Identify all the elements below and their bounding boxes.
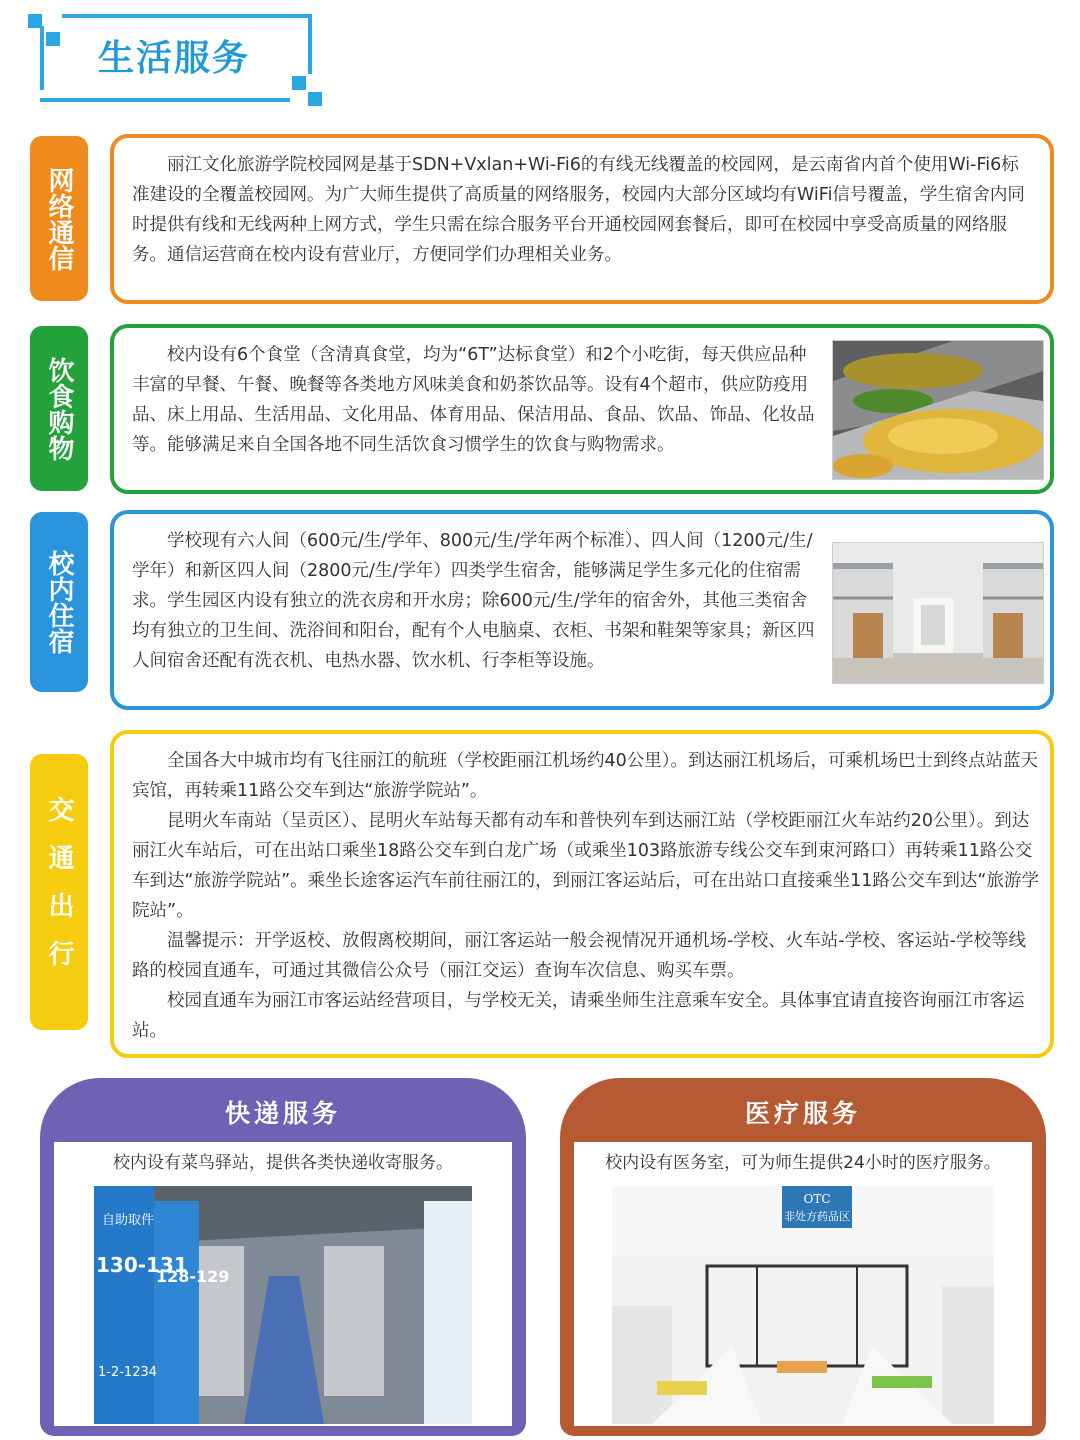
section-box-food xyxy=(110,324,1054,494)
page-title: 生活服务 xyxy=(98,38,251,79)
clinic-pharmacy-photo xyxy=(612,1186,994,1424)
sign-otc: OTC xyxy=(803,1192,831,1206)
express-card xyxy=(40,1078,526,1436)
canteen-food-photo xyxy=(832,340,1044,480)
section-text: 昆明火车南站（呈贡区）、昆明火车站每天都有动车和普快列车到达丽江站（学校距丽江火车站约20公里）。到达丽江火车站后，可在出站口乘坐18路公交车到白龙广场（或乘坐103路旅游专线公交车到束河路口）再转乘11路公交车到达“旅游学院站”。乘坐长途客运汽车前往丽江的，到丽江客运站后，可在出站口直接乘坐11路公交车到达“旅游学院站”。 xyxy=(132,811,1039,921)
sign-code-example: 1-2-1234 xyxy=(98,1365,158,1380)
section-text: 学校现有六人间（600元/生/学年、800元/生/学年两个标准）、四人间（1200元/生/学年）和新区四人间（2800元/生/学年）四类学生宿舍，能够满足学生多元化的住宿需求。学生园区内设有独立的洗衣房和开水房；除600元/生/学年的宿舍外，其他三类宿舍均有独立的卫生间、洗浴间和阳台，配有个人电脑桌、衣柜、书架和鞋架等家具；新区四人间宿舍还配有洗衣机、电热水器、饮水机、行李柜等设施。 xyxy=(132,531,815,671)
dormitory-photo xyxy=(832,542,1044,684)
medical-card xyxy=(560,1078,1046,1436)
section-box-housing xyxy=(110,510,1054,710)
section-box-transport xyxy=(110,730,1054,1058)
sign-otc-area: 非处方药品区 xyxy=(784,1210,850,1223)
section-box-network xyxy=(110,134,1054,304)
section-text: 丽江文化旅游学院校园网是基于SDN+Vxlan+Wi-Fi6的有线无线覆盖的校园网，是云南省内首个使用Wi-Fi6标准建设的全覆盖校园网。为广大师生提供了高质量的网络服务，校园内大部分区域均有WiFi信号覆盖，学生宿舍内同时提供有线和无线两种上网方式，学生只需在综合服务平台开通校园网套餐后，即可在校园中享受高质量的网络服务。通信运营商在校内设有营业厅，方便同学们办理相关业务。 xyxy=(132,155,1025,265)
express-card-title: 快递服务 xyxy=(224,1099,341,1128)
section-tag-transport: 交通出行 xyxy=(30,754,88,1030)
sign-shelf-128: 128-129 xyxy=(156,1267,230,1286)
express-station-photo xyxy=(94,1186,472,1424)
section-text: 校内设有6个食堂（含清真食堂，均为“6T”达标食堂）和2个小吃街，每天供应品种丰富的早餐、午餐、晚餐等各类地方风味美食和奶茶饮品等。设有4个超市，供应防疫用品、床上用品、生活用品、文化用品、体育用品、保洁用品、食品、饮品、饰品、化妆品等。能够满足来自全国各地不同生活饮食习惯学生的饮食与购物需求。 xyxy=(132,345,815,455)
section-text: 校园直通车为丽江市客运站经营项目，与学校无关，请乘坐师生注意乘车安全。具体事宜请直接咨询丽江市客运站。 xyxy=(132,991,1025,1041)
express-card-desc: 校内设有菜鸟驿站，提供各类快递收寄服务。 xyxy=(113,1153,453,1173)
sign-self-pickup: 自助取件 xyxy=(102,1213,155,1228)
page-title-frame xyxy=(40,14,315,102)
medical-card-desc: 校内设有医务室，可为师生提供24小时的医疗服务。 xyxy=(605,1153,1001,1173)
medical-card-title: 医疗服务 xyxy=(744,1099,861,1128)
section-text: 全国各大中城市均有飞往丽江的航班（学校距丽江机场约40公里）。到达丽江机场后，可乘机场巴士到终点站蓝天宾馆，再转乘11路公交车到达“旅游学院站”。 xyxy=(132,751,1039,801)
section-tag-network: 网络通信 xyxy=(30,136,88,301)
section-tag-food: 饮食购物 xyxy=(30,326,88,491)
section-tag-housing: 校内住宿 xyxy=(30,512,88,692)
section-text: 温馨提示：开学返校、放假离校期间，丽江客运站一般会视情况开通机场-学校、火车站-学校、客运站-学校等线路的校园直通车，可通过其微信公众号（丽江交运）查询车次信息、购买车票。 xyxy=(132,931,1026,981)
sign-shelf-130: 130-131 xyxy=(96,1253,188,1277)
